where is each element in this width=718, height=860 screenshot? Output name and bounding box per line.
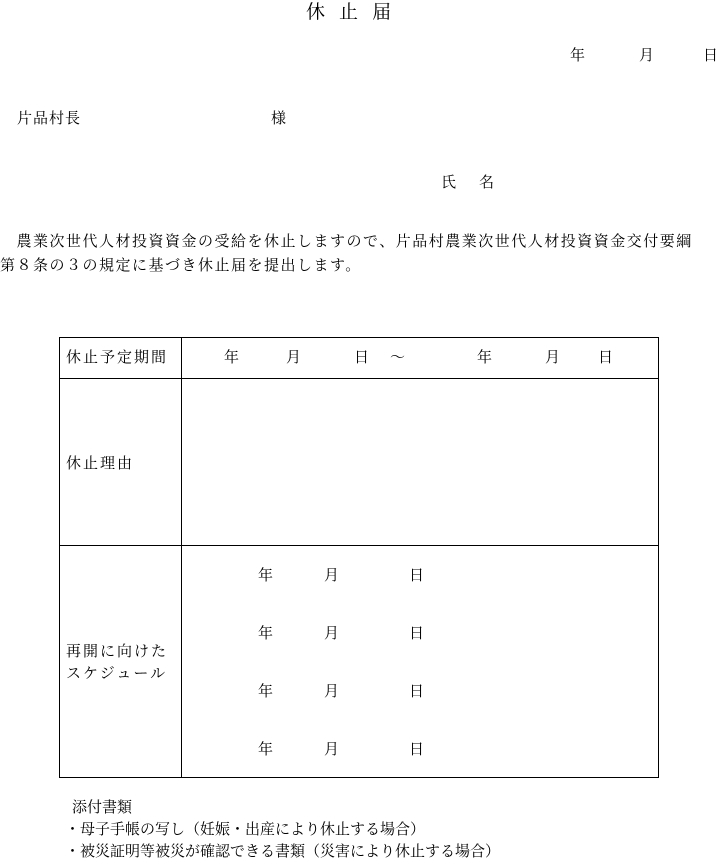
body-line-1: 農業次世代人材投資資金の受給を休止しますので、片品村農業次世代人材投資資金交付要綱 — [0, 232, 693, 250]
schedule-month: 月 — [324, 740, 340, 758]
schedule-year: 年 — [258, 624, 274, 642]
schedule-month: 月 — [324, 624, 340, 642]
date-month-label: 月 — [639, 46, 655, 64]
schedule-label-line-1: 再開に向けた — [66, 642, 169, 660]
period-from-day: 日 — [354, 348, 370, 366]
attachment-item: ・母子手帳の写し（妊娠・出産により休止する場合） — [65, 820, 426, 838]
date-day-label: 日 — [703, 46, 718, 64]
schedule-label — [66, 640, 168, 684]
schedule-year: 年 — [258, 566, 274, 584]
period-label-cell — [60, 338, 182, 378]
addressee-name: 片品村長 — [17, 109, 82, 127]
attachment-item: ・被災証明等被災が確認できる書類（災害により休止する場合） — [65, 842, 501, 860]
period-to-month: 月 — [545, 348, 561, 366]
addressee-honorific: 様 — [271, 109, 287, 127]
date-year-label: 年 — [570, 46, 586, 64]
reason-label: 休止理由 — [66, 454, 135, 472]
attachments-heading: 添付書類 — [72, 798, 133, 816]
period-to-day: 日 — [598, 348, 614, 366]
period-separator: ～ — [390, 348, 406, 366]
reason-label-cell — [60, 379, 182, 545]
schedule-value-cell — [182, 546, 658, 777]
schedule-month: 月 — [324, 566, 340, 584]
period-label: 休止予定期間 — [66, 348, 169, 366]
schedule-month: 月 — [324, 682, 340, 700]
period-from-month: 月 — [286, 348, 302, 366]
suspension-form-table — [59, 337, 659, 778]
schedule-year: 年 — [258, 740, 274, 758]
period-from-year: 年 — [224, 348, 240, 366]
document-title: 休 止 届 — [306, 1, 396, 23]
schedule-label-line-2: スケジュール — [66, 664, 168, 682]
period-value-cell — [182, 338, 658, 378]
schedule-day: 日 — [409, 740, 425, 758]
body-line-2: 第８条の３の規定に基づき休止届を提出します。 — [0, 256, 362, 274]
period-to-year: 年 — [477, 348, 493, 366]
schedule-day: 日 — [409, 624, 425, 642]
applicant-name-label: 氏 名 — [441, 173, 499, 191]
schedule-day: 日 — [409, 566, 425, 584]
reason-value-cell — [182, 379, 658, 545]
schedule-label-cell — [60, 546, 182, 777]
schedule-year: 年 — [258, 682, 274, 700]
table-row-reason — [60, 379, 658, 546]
table-row-schedule — [60, 546, 658, 777]
table-row-period — [60, 338, 658, 379]
schedule-day: 日 — [409, 682, 425, 700]
